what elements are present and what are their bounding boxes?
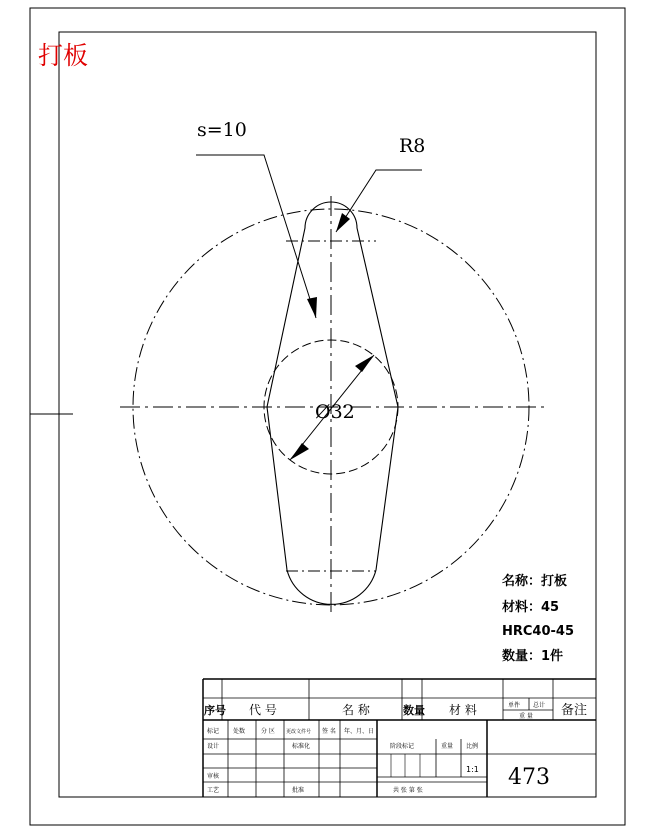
tb-drawing-number: 473 xyxy=(508,765,550,790)
thickness-arrow xyxy=(307,297,317,318)
tb-change-doc: 更改文件号 xyxy=(286,729,312,735)
tb-mark: 标记 xyxy=(207,728,220,735)
bom-unit-weight-header: 单件 xyxy=(508,702,521,709)
tb-weight: 重量 xyxy=(441,743,454,750)
tb-date: 年、月、日 xyxy=(344,728,375,735)
note-quantity: 数量：1件 xyxy=(502,649,564,664)
bom-seq-header: 序号 xyxy=(204,704,226,717)
tb-standardize: 标准化 xyxy=(292,743,311,750)
tb-zone: 分 区 xyxy=(261,728,275,735)
tb-scale: 比例 xyxy=(466,743,479,750)
tb-scale-value: 1:1 xyxy=(466,765,479,774)
diameter-label: Ø32 xyxy=(315,401,355,423)
bom-name-header: 名 称 xyxy=(342,703,370,717)
title-stamp: 打板 xyxy=(38,41,89,70)
tb-count: 处数 xyxy=(233,728,246,735)
tb-stage-mark: 阶段标记 xyxy=(390,743,415,750)
bom-weight-header: 重 量 xyxy=(519,713,533,720)
tb-sign: 签 名 xyxy=(322,728,336,735)
bom-material-header: 材 料 xyxy=(449,703,477,717)
bom-qty-header: 数量 xyxy=(403,704,425,717)
note-name: 名称：打板 xyxy=(502,574,568,589)
tb-approve: 批准 xyxy=(292,787,305,794)
bom-code-header: 代 号 xyxy=(249,703,277,717)
tb-process: 工艺 xyxy=(207,787,220,794)
diameter-arrow-lower xyxy=(290,443,309,460)
note-hardness: HRC40-45 xyxy=(502,624,575,639)
radius-arrow xyxy=(336,213,350,232)
tb-review: 审核 xyxy=(207,773,220,780)
diameter-arrow-upper xyxy=(355,355,374,372)
tb-design: 设计 xyxy=(207,743,220,750)
thickness-leader xyxy=(196,155,316,318)
note-material: 材料：45 xyxy=(502,600,560,615)
tb-sheets: 共 张 第 张 xyxy=(393,787,423,794)
bom-total-weight-header: 总计 xyxy=(533,702,546,709)
thickness-label: s=10 xyxy=(197,119,247,141)
bom-remark-header: 备注 xyxy=(561,703,588,718)
radius-leader xyxy=(336,170,422,232)
radius-label: R8 xyxy=(399,135,426,157)
